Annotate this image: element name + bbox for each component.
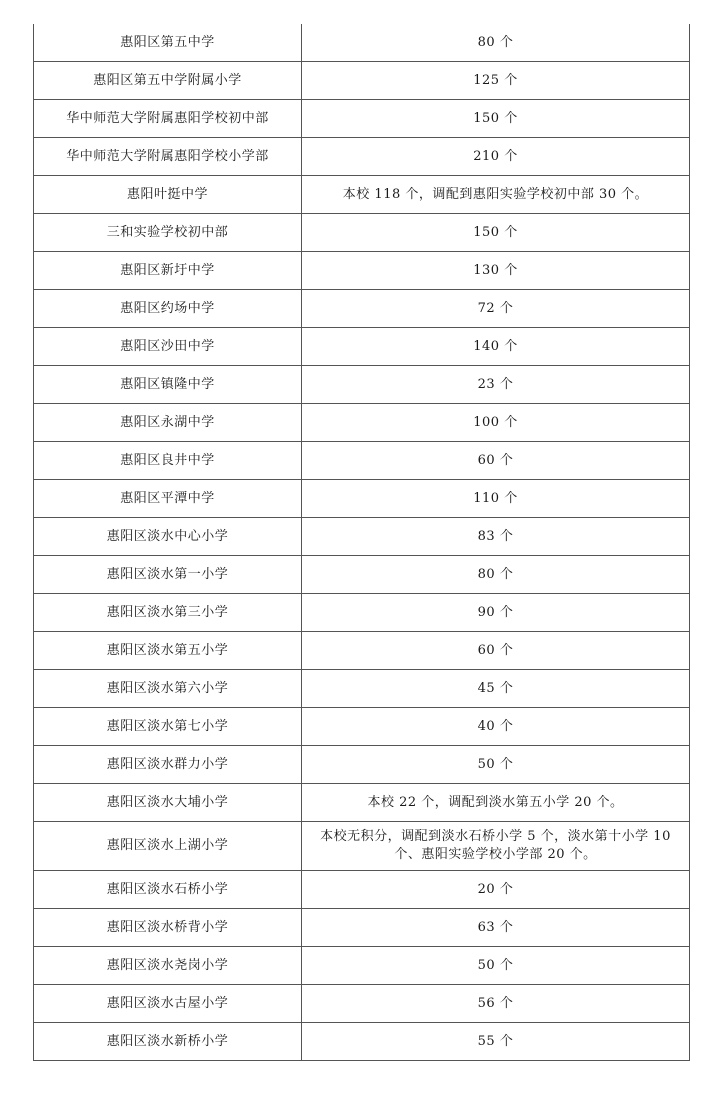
school-name-cell	[34, 24, 302, 62]
school-name-cell	[34, 252, 302, 290]
table-row	[34, 328, 690, 366]
school-name: 惠阳区淡水第一小学	[106, 566, 229, 582]
school-name: 惠阳区镇隆中学	[120, 376, 215, 392]
table-row	[34, 871, 690, 909]
quota-value: 50 个	[477, 756, 514, 772]
table-row	[34, 947, 690, 985]
table-row	[34, 518, 690, 556]
quota-cell	[302, 909, 690, 947]
school-name: 惠阳区淡水第七小学	[106, 718, 229, 734]
table-row	[34, 480, 690, 518]
school-name-cell	[34, 947, 302, 985]
quota-cell	[302, 442, 690, 480]
school-name: 惠阳区淡水群力小学	[106, 756, 229, 772]
quota-value: 90 个	[477, 604, 514, 620]
table-row	[34, 594, 690, 632]
table-row	[34, 632, 690, 670]
quota-value: 83 个	[477, 528, 514, 544]
table-row	[34, 670, 690, 708]
quota-value: 56 个	[477, 995, 514, 1011]
school-name-cell	[34, 214, 302, 252]
table-row	[34, 252, 690, 290]
quota-cell	[302, 784, 690, 822]
quota-value: 80 个	[477, 566, 514, 582]
quota-cell	[302, 632, 690, 670]
school-name-cell	[34, 670, 302, 708]
school-name-cell	[34, 985, 302, 1023]
quota-value: 本校 118 个，调配到惠阳实验学校初中部 30 个。	[342, 186, 649, 202]
quota-cell	[302, 214, 690, 252]
quota-value: 23 个	[477, 376, 514, 392]
school-name-cell	[34, 176, 302, 214]
table-row	[34, 138, 690, 176]
school-name-cell	[34, 708, 302, 746]
school-name-cell	[34, 328, 302, 366]
quota-cell	[302, 985, 690, 1023]
school-name-cell	[34, 1023, 302, 1061]
quota-value: 63 个	[477, 919, 514, 935]
quota-value: 150 个	[473, 110, 518, 126]
school-name: 三和实验学校初中部	[106, 224, 229, 240]
quota-value: 110 个	[473, 490, 518, 506]
table-row	[34, 822, 690, 871]
quota-cell	[302, 24, 690, 62]
school-name: 惠阳区淡水第三小学	[106, 604, 229, 620]
quota-cell	[302, 176, 690, 214]
table-row	[34, 290, 690, 328]
table-row	[34, 62, 690, 100]
school-name: 惠阳区平潭中学	[120, 490, 215, 506]
school-name-cell	[34, 290, 302, 328]
school-name-cell	[34, 594, 302, 632]
school-name-cell	[34, 404, 302, 442]
school-name-cell	[34, 100, 302, 138]
school-name-cell	[34, 784, 302, 822]
quota-value: 55 个	[477, 1033, 514, 1049]
school-name-cell	[34, 138, 302, 176]
table-body	[34, 24, 690, 1061]
quota-value: 40 个	[477, 718, 514, 734]
quota-cell	[302, 252, 690, 290]
school-name: 惠阳区第五中学附属小学	[93, 72, 242, 88]
school-name: 华中师范大学附属惠阳学校小学部	[66, 148, 269, 164]
table-row	[34, 214, 690, 252]
school-name: 惠阳区淡水石桥小学	[106, 881, 229, 897]
school-name-cell	[34, 366, 302, 404]
quota-value: 72 个	[477, 300, 514, 316]
school-name-cell	[34, 556, 302, 594]
quota-value: 60 个	[477, 642, 514, 658]
table-row	[34, 909, 690, 947]
table-row	[34, 100, 690, 138]
quota-cell	[302, 594, 690, 632]
quota-cell	[302, 518, 690, 556]
table-row	[34, 985, 690, 1023]
school-name-cell	[34, 909, 302, 947]
school-name: 惠阳区永湖中学	[120, 414, 215, 430]
quota-value: 本校 22 个，调配到淡水第五小学 20 个。	[367, 794, 624, 810]
quota-value: 100 个	[473, 414, 518, 430]
quota-cell	[302, 138, 690, 176]
quota-cell	[302, 404, 690, 442]
table-row	[34, 746, 690, 784]
school-name: 惠阳区淡水尧岗小学	[106, 957, 229, 973]
quota-cell	[302, 100, 690, 138]
school-name: 惠阳区沙田中学	[120, 338, 215, 354]
school-name-cell	[34, 746, 302, 784]
table-row	[34, 24, 690, 62]
school-name-cell	[34, 632, 302, 670]
quota-cell	[302, 62, 690, 100]
school-name: 惠阳区淡水古屋小学	[106, 995, 229, 1011]
quota-value: 45 个	[477, 680, 514, 696]
quota-cell	[302, 947, 690, 985]
school-name-cell	[34, 518, 302, 556]
quota-cell	[302, 290, 690, 328]
school-name: 惠阳区淡水大埔小学	[106, 794, 229, 810]
school-name: 惠阳区第五中学	[120, 34, 215, 50]
school-name: 惠阳区淡水第六小学	[106, 680, 229, 696]
table-row	[34, 366, 690, 404]
quota-value: 80 个	[477, 34, 514, 50]
quota-value: 125 个	[473, 72, 518, 88]
school-name: 惠阳区淡水第五小学	[106, 642, 229, 658]
quota-value: 20 个	[477, 881, 514, 897]
school-name: 华中师范大学附属惠阳学校初中部	[66, 110, 269, 126]
quota-cell	[302, 1023, 690, 1061]
school-name: 惠阳区淡水新桥小学	[106, 1033, 229, 1049]
school-name-cell	[34, 442, 302, 480]
table-row	[34, 708, 690, 746]
quota-cell	[302, 708, 690, 746]
school-name: 惠阳区约场中学	[120, 300, 215, 316]
school-name: 惠阳区淡水中心小学	[106, 528, 229, 544]
quota-cell	[302, 822, 690, 871]
school-name: 惠阳区淡水上湖小学	[106, 838, 229, 853]
quota-cell	[302, 556, 690, 594]
school-name-cell	[34, 62, 302, 100]
quota-value: 210 个	[473, 148, 518, 164]
quota-cell	[302, 746, 690, 784]
table-row	[34, 404, 690, 442]
quota-value: 140 个	[473, 338, 518, 354]
quota-cell	[302, 670, 690, 708]
table-row	[34, 556, 690, 594]
quota-value: 50 个	[477, 957, 514, 973]
table-row	[34, 176, 690, 214]
quota-cell	[302, 871, 690, 909]
school-name: 惠阳区良井中学	[120, 452, 215, 468]
school-name: 惠阳区新圩中学	[120, 262, 215, 278]
school-name-cell	[34, 822, 302, 871]
school-name-cell	[34, 480, 302, 518]
quota-value: 本校无积分，调配到淡水石桥小学 5 个，淡水第十小学 10 个、惠阳实验学校小学部 20 个。	[320, 829, 671, 862]
school-quota-table	[33, 24, 690, 1061]
quota-cell	[302, 366, 690, 404]
table-row	[34, 442, 690, 480]
table-row	[34, 1023, 690, 1061]
quota-value: 60 个	[477, 452, 514, 468]
quota-value: 130 个	[473, 262, 518, 278]
quota-cell	[302, 328, 690, 366]
quota-value: 150 个	[473, 224, 518, 240]
school-name: 惠阳区淡水桥背小学	[106, 919, 229, 935]
quota-cell	[302, 480, 690, 518]
school-name-cell	[34, 871, 302, 909]
table-row	[34, 784, 690, 822]
school-name: 惠阳叶挺中学	[126, 186, 208, 202]
